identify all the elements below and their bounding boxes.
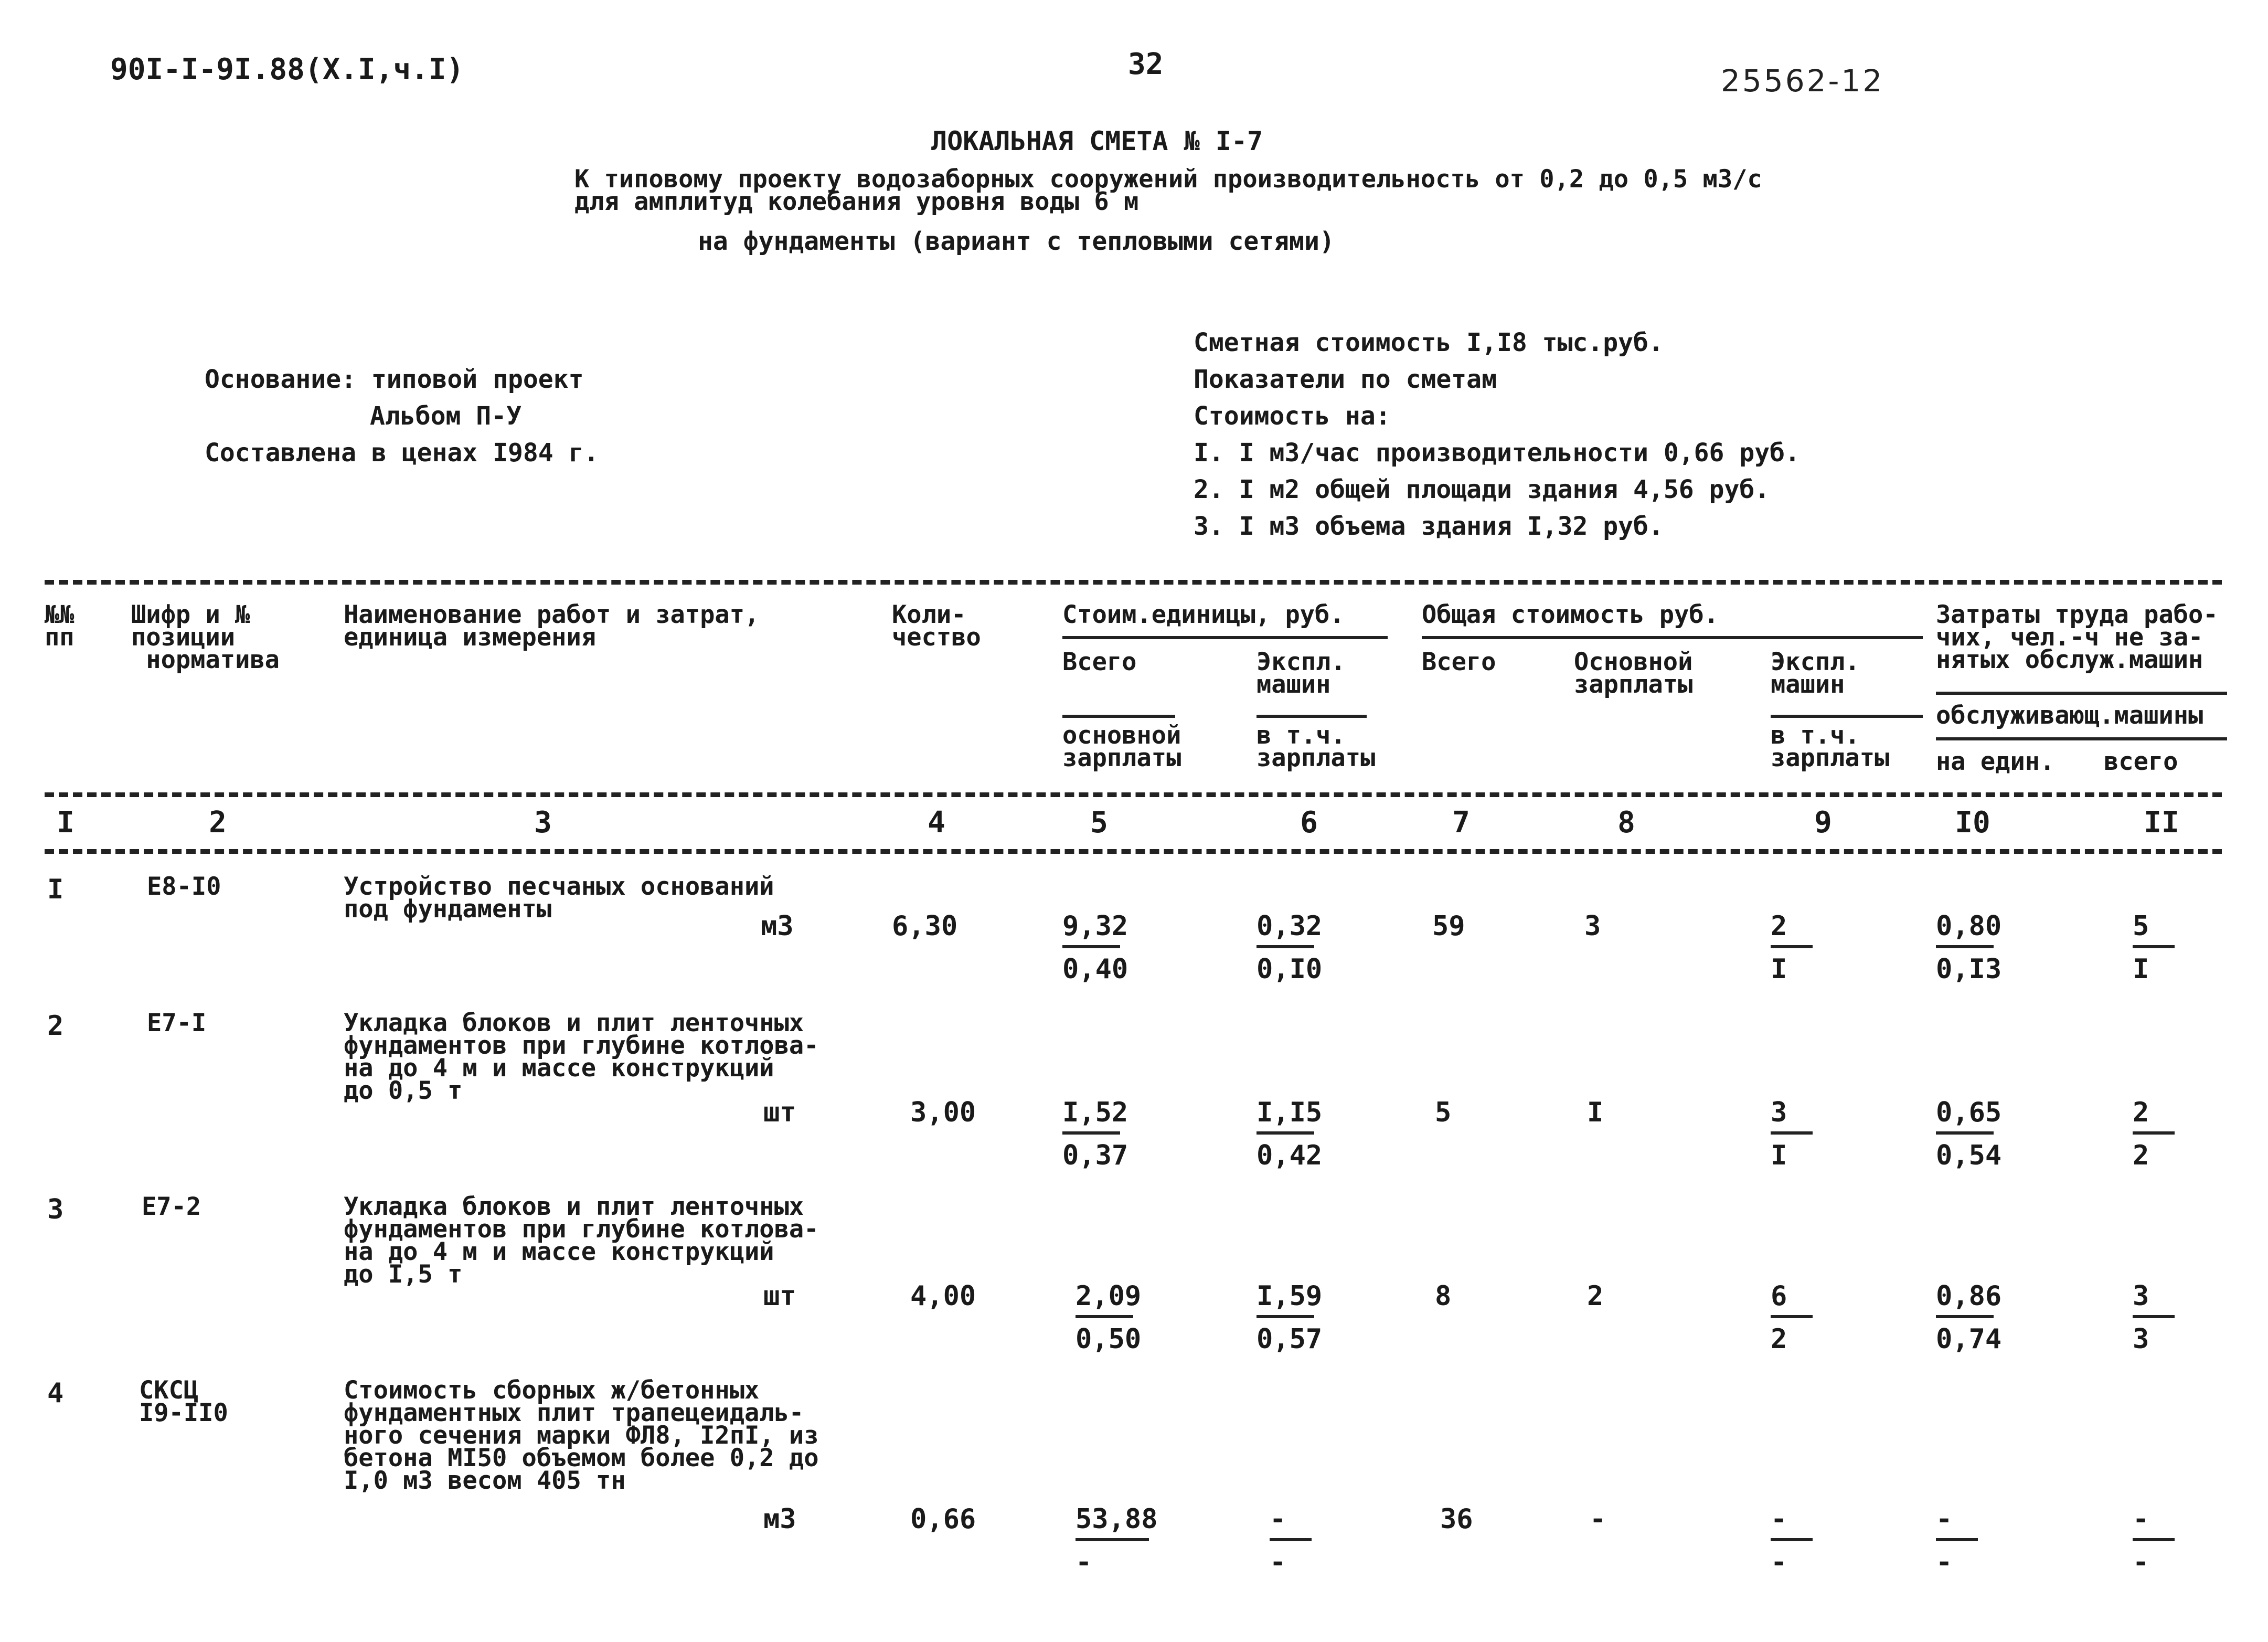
row-total: 8 bbox=[1435, 1280, 1452, 1312]
subtitle-line-2: для амплитуд колебания уровня воды 6 м bbox=[574, 187, 1139, 216]
column-numbers-rule bbox=[45, 849, 2222, 854]
unit-machines: I,59 bbox=[1257, 1280, 1323, 1312]
col-header-name: Наименование работ и затрат, единица измерения bbox=[344, 600, 760, 652]
machines-pay: - bbox=[1771, 1546, 1787, 1578]
machines-pay: 2 bbox=[1771, 1323, 1787, 1355]
header-bottom-rule bbox=[45, 792, 2222, 797]
column-number-10: I0 bbox=[1955, 806, 1990, 840]
row-name: Укладка блоков и плит ленточных фундаментов при глубине котлова- на до 4 м и массе конструкций до 0,5 т bbox=[344, 1009, 819, 1105]
estimate-subject: на фундаменты (вариант с тепловыми сетями) bbox=[698, 227, 1335, 256]
unit-total: 9,32 bbox=[1062, 910, 1128, 942]
row-labor-total bbox=[2133, 1503, 2201, 1578]
col-header-labor-service: обслуживающ.машины bbox=[1936, 701, 2203, 730]
col-header-unit-machines: Экспл. машин bbox=[1257, 648, 1346, 699]
cost-line-2: Показатели по сметам bbox=[1194, 365, 1497, 394]
cost-line-4: I. I м3/час производительности 0,66 руб. bbox=[1194, 438, 1800, 468]
basis-line-1: Основание: типовой проект bbox=[205, 365, 584, 394]
subtitle-line-1: К типовому проекту водозаборных сооружений производительность от 0,2 до 0,5 м3/с bbox=[574, 165, 1762, 194]
total-machines-subrule bbox=[1771, 715, 1923, 718]
unit-total: 2,09 bbox=[1076, 1280, 1142, 1312]
unit-base-pay: 0,50 bbox=[1076, 1323, 1142, 1355]
total-cost-rule bbox=[1422, 636, 1923, 639]
row-labor-unit bbox=[1936, 910, 2004, 985]
machines-pay: I bbox=[1771, 954, 1787, 985]
row-total: 36 bbox=[1440, 1503, 1473, 1535]
row-base-pay: 3 bbox=[1584, 910, 1601, 942]
row-number: I bbox=[47, 874, 64, 905]
row-base-pay: I bbox=[1587, 1097, 1604, 1128]
col-header-unit-base-pay: основной зарплаты bbox=[1062, 721, 1181, 772]
labor-unit: 0,80 bbox=[1936, 910, 2002, 942]
row-labor-unit bbox=[1936, 1097, 2004, 1171]
col-header-total-base-pay: Основной зарплаты bbox=[1574, 648, 1693, 699]
labor-rule bbox=[1936, 692, 2227, 695]
column-number-11: II bbox=[2144, 806, 2179, 840]
unit-total: 53,88 bbox=[1076, 1503, 1158, 1535]
unit-machines: 0,32 bbox=[1257, 910, 1323, 942]
document-code: 90I-I-9I.88(X.I,ч.I) bbox=[110, 52, 464, 87]
unit-base-pay: - bbox=[1076, 1546, 1092, 1578]
row-name: Стоимость сборных ж/бетонных фундаментных плит трапецеидаль- ного сечения марки ФЛ8, I2пI, из бетона МI50 объемом более 0,2 до I,0 м3 весом 405 тн bbox=[344, 1376, 819, 1495]
row-code: СКСЦ I9-II0 bbox=[139, 1376, 228, 1427]
row-unit-machines bbox=[1257, 910, 1325, 985]
cost-line-5: 2. I м2 общей площади здания 4,56 руб. bbox=[1194, 475, 1770, 504]
column-number-8: 8 bbox=[1617, 806, 1635, 840]
unit-base-pay: 0,40 bbox=[1062, 954, 1128, 985]
machines: 3 bbox=[1771, 1097, 1787, 1128]
row-base-pay: 2 bbox=[1587, 1280, 1604, 1312]
col-header-total-machines: Экспл. машин bbox=[1771, 648, 1860, 699]
unit-machines-pay: - bbox=[1270, 1546, 1286, 1578]
row-unit-cost bbox=[1062, 910, 1131, 985]
cost-line-6: 3. I м3 объема здания I,32 руб. bbox=[1194, 512, 1664, 541]
unit-machines: - bbox=[1270, 1503, 1286, 1535]
row-unit-cost bbox=[1062, 1097, 1131, 1171]
col-header-unit-machines-pay: в т.ч. зарплаты bbox=[1257, 721, 1376, 772]
row-unit: шт bbox=[763, 1280, 796, 1312]
column-number-5: 5 bbox=[1090, 806, 1108, 840]
labor-unit-service: - bbox=[1936, 1546, 1953, 1578]
row-machines bbox=[1771, 910, 1839, 985]
column-number-2: 2 bbox=[209, 806, 227, 840]
row-total: 5 bbox=[1435, 1097, 1452, 1128]
labor-total-service: I bbox=[2133, 954, 2149, 985]
basis-line-2: Альбом П-У bbox=[370, 401, 521, 431]
labor-unit-service: 0,I3 bbox=[1936, 954, 2002, 985]
labor-unit: - bbox=[1936, 1503, 1953, 1535]
row-machines bbox=[1771, 1280, 1839, 1355]
page-number: 32 bbox=[1128, 47, 1164, 81]
cost-line-1: Сметная стоимость I,I8 тыс.руб. bbox=[1194, 328, 1664, 357]
labor-unit: 0,86 bbox=[1936, 1280, 2002, 1312]
row-unit-cost bbox=[1076, 1280, 1144, 1355]
labor-total-service: 2 bbox=[2133, 1140, 2149, 1171]
row-quantity: 3,00 bbox=[910, 1097, 976, 1128]
sheet-id: 25562-12 bbox=[1721, 63, 1884, 99]
machines-pay: I bbox=[1771, 1140, 1787, 1171]
unit-total: I,52 bbox=[1062, 1097, 1128, 1128]
machines: 2 bbox=[1771, 910, 1787, 942]
labor-unit: 0,65 bbox=[1936, 1097, 2002, 1128]
row-name: Укладка блоков и плит ленточных фундаментов при глубине котлова- на до 4 м и массе конструкций до I,5 т bbox=[344, 1192, 819, 1289]
col-header-labor-per-unit: на един. bbox=[1936, 747, 2055, 776]
column-number-4: 4 bbox=[928, 806, 945, 840]
col-header-quantity: Коли- чество bbox=[892, 600, 981, 652]
row-number: 2 bbox=[47, 1010, 64, 1042]
column-number-7: 7 bbox=[1452, 806, 1470, 840]
unit-machines-subrule bbox=[1257, 715, 1367, 718]
row-code: E7-I bbox=[147, 1009, 207, 1037]
unit-machines-pay: 0,42 bbox=[1257, 1140, 1323, 1171]
row-base-pay: - bbox=[1590, 1503, 1606, 1535]
labor-total-service: 3 bbox=[2133, 1323, 2149, 1355]
estimate-title: ЛОКАЛЬНАЯ СМЕТА № I-7 bbox=[931, 126, 1263, 156]
unit-total-subrule bbox=[1062, 715, 1175, 718]
row-machines bbox=[1771, 1503, 1839, 1578]
labor-total: 2 bbox=[2133, 1097, 2149, 1128]
labor-total: 3 bbox=[2133, 1280, 2149, 1312]
col-header-code: Шифр и № позиции нормативa bbox=[131, 600, 280, 674]
col-header-unit-total: Всего bbox=[1062, 648, 1137, 676]
row-labor-total bbox=[2133, 1280, 2201, 1355]
labor-unit-service: 0,54 bbox=[1936, 1140, 2002, 1171]
labor-total: 5 bbox=[2133, 910, 2149, 942]
machines: 6 bbox=[1771, 1280, 1787, 1312]
estimate-subtitle bbox=[574, 165, 1762, 216]
row-unit-machines bbox=[1270, 1503, 1338, 1578]
row-unit: м3 bbox=[763, 1503, 796, 1535]
table-top-rule bbox=[45, 580, 2222, 585]
row-machines bbox=[1771, 1097, 1839, 1171]
row-unit-cost bbox=[1076, 1503, 1158, 1578]
labor-service-rule bbox=[1936, 737, 2227, 740]
col-header-labor: Затраты труда рабо- чих, чел.-ч не за- нятых обслуж.машин bbox=[1936, 600, 2218, 674]
basis-line-3: Составлена в ценах I984 г. bbox=[205, 438, 599, 468]
row-unit-machines bbox=[1257, 1097, 1325, 1171]
cost-line-3: Стоимость на: bbox=[1194, 401, 1391, 431]
row-total: 59 bbox=[1432, 910, 1465, 942]
labor-total-service: - bbox=[2133, 1546, 2149, 1578]
col-header-total-cost: Общая стоимость руб. bbox=[1422, 600, 1719, 629]
row-labor-unit bbox=[1936, 1280, 2004, 1355]
row-name: Устройство песчаных оснований под фундаменты bbox=[344, 872, 774, 924]
unit-machines: I,I5 bbox=[1257, 1097, 1323, 1128]
row-quantity: 6,30 bbox=[892, 910, 958, 942]
unit-machines-pay: 0,57 bbox=[1257, 1323, 1323, 1355]
machines: - bbox=[1771, 1503, 1787, 1535]
row-number: 4 bbox=[47, 1378, 64, 1409]
row-unit: шт bbox=[763, 1097, 796, 1128]
column-number-6: 6 bbox=[1300, 806, 1318, 840]
row-code: E8-I0 bbox=[147, 872, 221, 901]
column-number-3: 3 bbox=[534, 806, 552, 840]
col-header-unit-cost: Стоим.единицы, руб. bbox=[1062, 600, 1345, 629]
unit-machines-pay: 0,I0 bbox=[1257, 954, 1323, 985]
row-labor-unit bbox=[1936, 1503, 2004, 1578]
labor-unit-service: 0,74 bbox=[1936, 1323, 2002, 1355]
row-quantity: 0,66 bbox=[910, 1503, 976, 1535]
col-header-number: №№ пп bbox=[45, 600, 74, 652]
col-header-total-machines-pay: в т.ч. зарплаты bbox=[1771, 721, 1890, 772]
col-header-total-all: Всего bbox=[1422, 648, 1496, 676]
column-number-1: I bbox=[57, 806, 74, 840]
row-unit: м3 bbox=[761, 910, 794, 942]
row-labor-total bbox=[2133, 1097, 2201, 1171]
unit-cost-rule bbox=[1062, 636, 1388, 639]
unit-base-pay: 0,37 bbox=[1062, 1140, 1128, 1171]
row-quantity: 4,00 bbox=[910, 1280, 976, 1312]
row-labor-total bbox=[2133, 910, 2201, 985]
col-header-labor-total: всего bbox=[2104, 747, 2178, 776]
row-code: E7-2 bbox=[142, 1192, 201, 1221]
row-number: 3 bbox=[47, 1194, 64, 1225]
labor-total: - bbox=[2133, 1503, 2149, 1535]
row-unit-machines bbox=[1257, 1280, 1325, 1355]
column-number-9: 9 bbox=[1814, 806, 1832, 840]
